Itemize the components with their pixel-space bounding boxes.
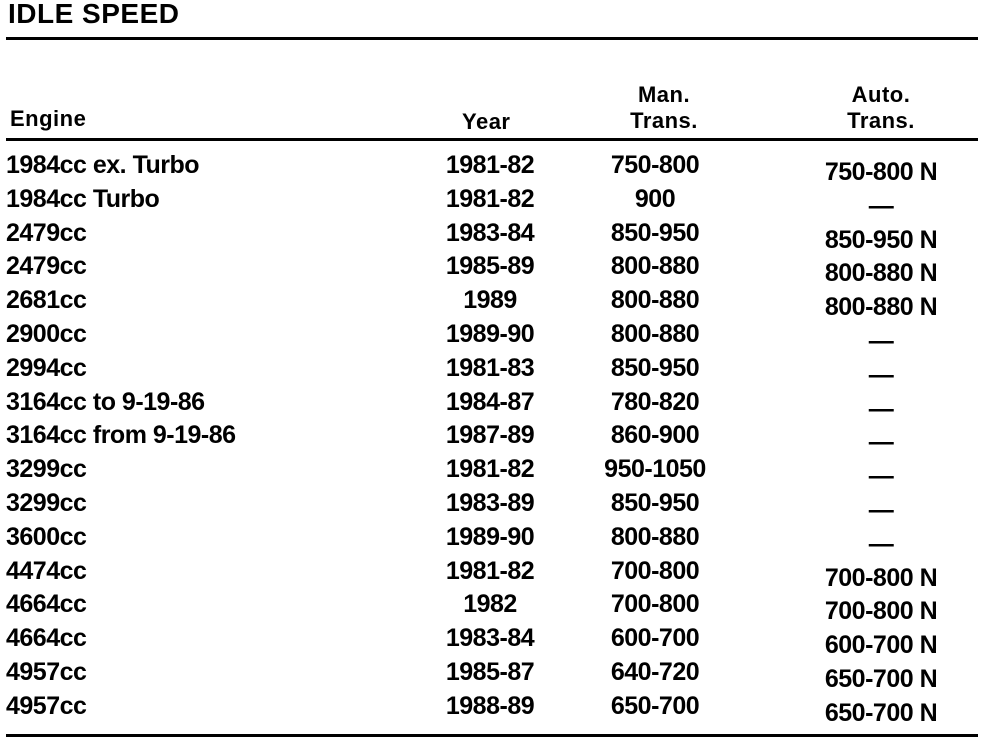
- cell-year: 1984-87: [445, 387, 535, 416]
- cell-year: 1988-89: [445, 691, 535, 720]
- table-row: [0, 319, 1008, 353]
- cell-man-trans: 800-880: [610, 252, 700, 281]
- cell-auto-trans: 800-880 N: [824, 259, 938, 288]
- title-rule: [6, 37, 978, 40]
- cell-auto-trans: —: [868, 462, 894, 491]
- cell-engine: 4957cc: [6, 657, 87, 686]
- header-man-line1: Man.: [637, 82, 691, 107]
- cell-year: 1985-89: [445, 252, 535, 281]
- table-row: [0, 657, 1008, 691]
- header-auto-line1: Auto.: [851, 82, 911, 107]
- cell-year: 1981-82: [445, 455, 535, 484]
- header-year: Year: [462, 109, 511, 134]
- cell-auto-trans: —: [868, 326, 894, 355]
- cell-man-trans: 850-950: [610, 218, 700, 247]
- cell-engine: 2681cc: [6, 286, 87, 315]
- cell-auto-trans: 600-700 N: [824, 631, 938, 660]
- cell-man-trans: 900: [634, 184, 676, 213]
- cell-auto-trans: —: [868, 495, 894, 524]
- cell-engine: 2900cc: [6, 319, 87, 348]
- cell-auto-trans: 750-800 N: [824, 158, 938, 186]
- cell-man-trans: 650-700: [610, 691, 700, 720]
- cell-auto-trans: —: [868, 529, 894, 558]
- cell-auto-trans: —: [868, 191, 894, 220]
- header-auto-trans: [811, 82, 951, 134]
- cell-engine: 1984cc Turbo: [6, 184, 160, 213]
- cell-man-trans: 780-820: [610, 387, 700, 416]
- cell-auto-trans: 700-800 N: [824, 597, 938, 626]
- cell-auto-trans: 850-950 N: [824, 225, 938, 254]
- cell-engine: 3164cc to 9-19-86: [6, 387, 205, 416]
- table-row: [0, 454, 1008, 491]
- cell-engine: 3299cc: [6, 488, 87, 517]
- cell-auto-trans: —: [868, 394, 894, 423]
- cell-engine: 2479cc: [6, 218, 87, 247]
- table-row: [0, 184, 1008, 218]
- table-row: [0, 488, 1008, 522]
- cell-engine: 3600cc: [6, 522, 87, 551]
- table-row: [0, 556, 1008, 590]
- cell-man-trans: 850-950: [610, 488, 700, 517]
- cell-engine: 2994cc: [6, 353, 87, 382]
- cell-auto-trans: —: [868, 428, 894, 457]
- cell-engine: 1984cc ex. Turbo: [6, 151, 200, 179]
- cell-year: 1985-87: [445, 657, 535, 686]
- cell-man-trans: 800-880: [610, 286, 700, 315]
- table-row: [0, 387, 1008, 421]
- cell-man-trans: 700-800: [610, 590, 700, 619]
- cell-year: 1983-84: [445, 218, 535, 247]
- header-man-line2: Trans.: [630, 108, 698, 133]
- cell-engine: 4664cc: [6, 624, 87, 653]
- cell-year: 1982: [463, 590, 517, 619]
- table-row: [0, 353, 1008, 387]
- table-row: [0, 251, 1008, 288]
- cell-man-trans: 860-900: [610, 421, 700, 450]
- header-man-trans: [604, 82, 724, 134]
- cell-engine: 4957cc: [6, 691, 87, 720]
- cell-year: 1987-89: [445, 421, 535, 450]
- table-row: [0, 218, 1008, 252]
- cell-auto-trans: 700-800 N: [824, 563, 938, 592]
- table-row: [0, 150, 1008, 184]
- cell-auto-trans: —: [868, 360, 894, 389]
- cell-man-trans: 950-1050: [604, 455, 706, 484]
- cell-year: 1983-89: [445, 488, 535, 517]
- cell-year: 1981-82: [445, 556, 535, 585]
- cell-year: 1989-90: [445, 522, 535, 551]
- cell-man-trans: 850-950: [610, 353, 700, 382]
- cell-year: 1989: [463, 286, 517, 315]
- cell-auto-trans: 650-700 N: [824, 698, 938, 727]
- table-row: [0, 420, 1008, 457]
- cell-engine: 3299cc: [6, 455, 87, 484]
- table-row: [0, 285, 1008, 322]
- cell-year: 1983-84: [445, 624, 535, 653]
- cell-man-trans: 800-880: [610, 319, 700, 348]
- table-row: [0, 589, 1008, 626]
- cell-engine: 4474cc: [6, 556, 87, 585]
- cell-year: 1981-83: [445, 353, 535, 382]
- cell-auto-trans: 650-700 N: [824, 664, 938, 693]
- header-rule: [6, 138, 978, 141]
- header-auto-line2: Trans.: [847, 108, 915, 133]
- cell-engine: 2479cc: [6, 252, 87, 281]
- table-row: [0, 691, 1008, 725]
- cell-man-trans: 640-720: [610, 657, 700, 686]
- cell-year: 1989-90: [445, 319, 535, 348]
- cell-man-trans: 700-800: [610, 556, 700, 585]
- cell-year: 1981-82: [445, 184, 535, 213]
- table-row: [0, 522, 1008, 556]
- cell-man-trans: 800-880: [610, 522, 700, 551]
- cell-engine: 4664cc: [6, 590, 87, 619]
- header-engine: Engine: [10, 106, 87, 131]
- cell-auto-trans: 800-880 N: [824, 293, 938, 322]
- cell-engine: 3164cc from 9-19-86: [6, 421, 236, 450]
- cell-year: 1981-82: [445, 151, 535, 179]
- table-body: [0, 150, 1008, 725]
- bottom-rule: [6, 734, 978, 737]
- cell-man-trans: 750-800: [610, 151, 700, 179]
- table-row: [0, 623, 1008, 660]
- cell-man-trans: 600-700: [610, 624, 700, 653]
- page-title: IDLE SPEED: [8, 0, 180, 29]
